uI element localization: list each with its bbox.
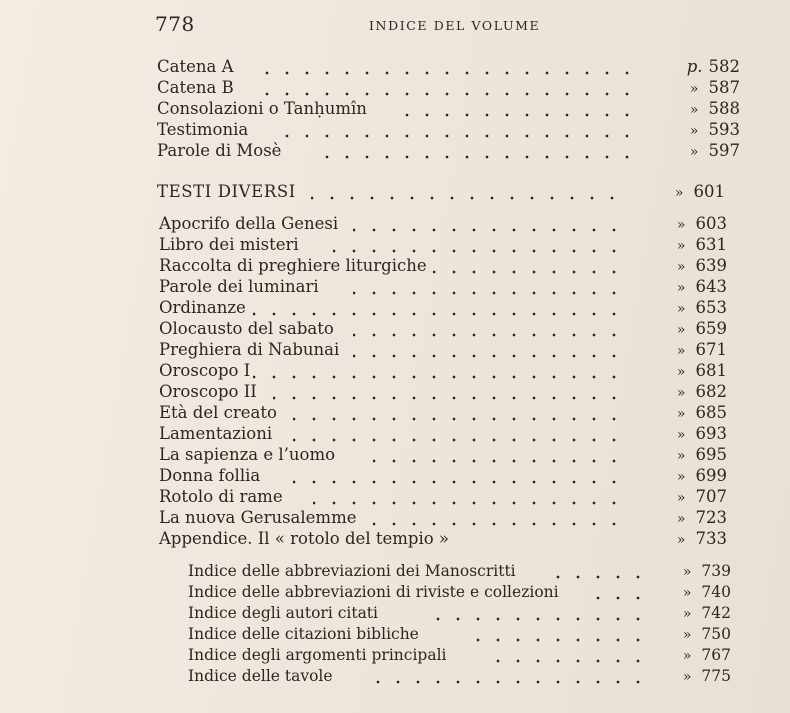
entry-page: » 693 <box>676 424 727 443</box>
entry-page: » 653 <box>676 298 727 317</box>
entry-page: » 740 <box>682 583 731 601</box>
dot-leader <box>313 500 624 506</box>
running-head: INDICE DEL VOLUME <box>369 18 541 33</box>
toc-entry <box>159 318 727 340</box>
dot-leader <box>353 290 624 296</box>
dot-leader <box>293 479 624 485</box>
entry-page: » 587 <box>689 78 740 97</box>
toc-entry <box>188 560 731 582</box>
toc-entry <box>157 77 740 99</box>
entry-title: Indice degli autori citati <box>188 604 378 622</box>
entry-title: Appendice. Il « rotolo del tempio » <box>159 529 449 548</box>
dot-leader <box>373 521 624 527</box>
dot-leader <box>353 332 624 338</box>
toc-entry <box>159 402 727 424</box>
dot-leader <box>482 658 648 664</box>
toc-entry <box>159 423 727 445</box>
entry-title: Rotolo di rame <box>159 487 283 506</box>
entry-page: » 699 <box>676 466 727 485</box>
entry-title: Catena B <box>157 78 234 97</box>
toc-entry <box>159 360 727 382</box>
entry-page: » 603 <box>676 214 727 233</box>
dot-leader <box>362 679 648 685</box>
toc-entry <box>159 276 727 298</box>
entry-title: Indice delle citazioni bibliche <box>188 625 419 643</box>
entry-page: » 775 <box>682 667 731 685</box>
dot-leader <box>373 458 624 464</box>
toc-entry <box>159 528 727 550</box>
dot-leader <box>462 637 648 643</box>
dot-leader <box>251 70 637 76</box>
entry-title: Lamentazioni <box>159 424 273 443</box>
entry-title: Preghiera di Nabunai <box>159 340 340 359</box>
toc-entry <box>159 465 727 487</box>
toc-entry <box>188 644 731 666</box>
entry-title: La sapienza e l’uomo <box>159 445 336 464</box>
entry-page: » 723 <box>676 508 727 527</box>
toc-entry <box>159 234 727 256</box>
entry-title: Oroscopo I <box>159 361 251 380</box>
dot-leader <box>253 311 624 317</box>
toc-entry <box>157 119 740 141</box>
toc-entry <box>188 581 731 603</box>
entry-page: » 671 <box>676 340 727 359</box>
dot-leader <box>273 395 624 401</box>
entry-title: Libro dei misteri <box>159 235 299 254</box>
entry-title: Donna follia <box>159 466 261 485</box>
entry-title: Apocrifo della Genesi <box>159 214 339 233</box>
entry-page: » 750 <box>682 625 731 643</box>
entry-title: La nuova Gerusalemme <box>159 508 357 527</box>
dot-leader <box>251 91 637 97</box>
dot-leader <box>311 154 637 160</box>
toc-entry <box>159 213 727 235</box>
dot-leader <box>353 353 624 359</box>
entry-title: Indice delle abbreviazioni di riviste e collezioni <box>188 583 559 601</box>
dot-leader <box>333 248 624 254</box>
entry-page: » 639 <box>676 256 727 275</box>
dot-leader <box>311 195 622 201</box>
entry-page: » 742 <box>682 604 731 622</box>
entry-page: » 597 <box>689 141 740 160</box>
toc-entry <box>159 507 727 529</box>
entry-title: Raccolta di preghiere liturgiche <box>159 256 427 275</box>
entry-title: Età del creato <box>159 403 277 422</box>
toc-entry <box>157 98 740 120</box>
dot-leader <box>422 616 648 622</box>
toc-entry <box>188 602 731 624</box>
dot-leader <box>582 595 648 601</box>
toc-entry <box>188 623 731 645</box>
entry-page: » 733 <box>676 529 727 548</box>
entry-title: Indice degli argomenti principali <box>188 646 447 664</box>
toc-entry <box>159 381 727 403</box>
section-title: TESTI DIVERSI <box>157 182 296 201</box>
toc-entry <box>159 486 727 508</box>
dot-leader <box>253 374 624 380</box>
entry-title: Catena A <box>157 57 234 76</box>
dot-leader <box>293 437 624 443</box>
entry-page: » 695 <box>676 445 727 464</box>
entry-title: Ordinanze <box>159 298 246 317</box>
entry-page: » 593 <box>689 120 740 139</box>
entry-page: » 682 <box>676 382 727 401</box>
section-page: » 601 <box>674 182 725 201</box>
entry-title: Testimonia <box>157 120 249 139</box>
toc-entry <box>159 297 727 319</box>
entry-page: » 643 <box>676 277 727 296</box>
entry-page: » 767 <box>682 646 731 664</box>
entry-page: » 739 <box>682 562 731 580</box>
entry-title: Parole dei luminari <box>159 277 319 296</box>
dot-leader <box>542 574 648 580</box>
dot-leader <box>353 227 624 233</box>
entry-page: » 681 <box>676 361 727 380</box>
toc-entry <box>159 444 727 466</box>
entry-page: » 631 <box>676 235 727 254</box>
section-heading <box>157 181 725 203</box>
toc-entry <box>188 665 731 687</box>
entry-page: » 588 <box>689 99 740 118</box>
entry-title: Oroscopo II <box>159 382 257 401</box>
entry-title: Consolazioni o Tanḥumîn <box>157 99 367 118</box>
toc-entry <box>157 56 740 78</box>
toc-entry <box>159 255 727 277</box>
entry-title: Indice delle abbreviazioni dei Manoscritti <box>188 562 516 580</box>
toc-entry <box>157 140 740 162</box>
entry-title: Parole di Mosè <box>157 141 282 160</box>
entry-title: Olocausto del sabato <box>159 319 334 338</box>
entry-title: Indice delle tavole <box>188 667 333 685</box>
dot-leader <box>433 269 624 275</box>
dot-leader <box>271 133 637 139</box>
page-number: 778 <box>155 12 195 36</box>
entry-page: p. 582 <box>686 57 740 76</box>
toc-entry <box>159 339 727 361</box>
dot-leader <box>293 416 624 422</box>
dot-leader <box>391 112 637 118</box>
entry-page: » 707 <box>676 487 727 506</box>
entry-page: » 685 <box>676 403 727 422</box>
entry-page: » 659 <box>676 319 727 338</box>
